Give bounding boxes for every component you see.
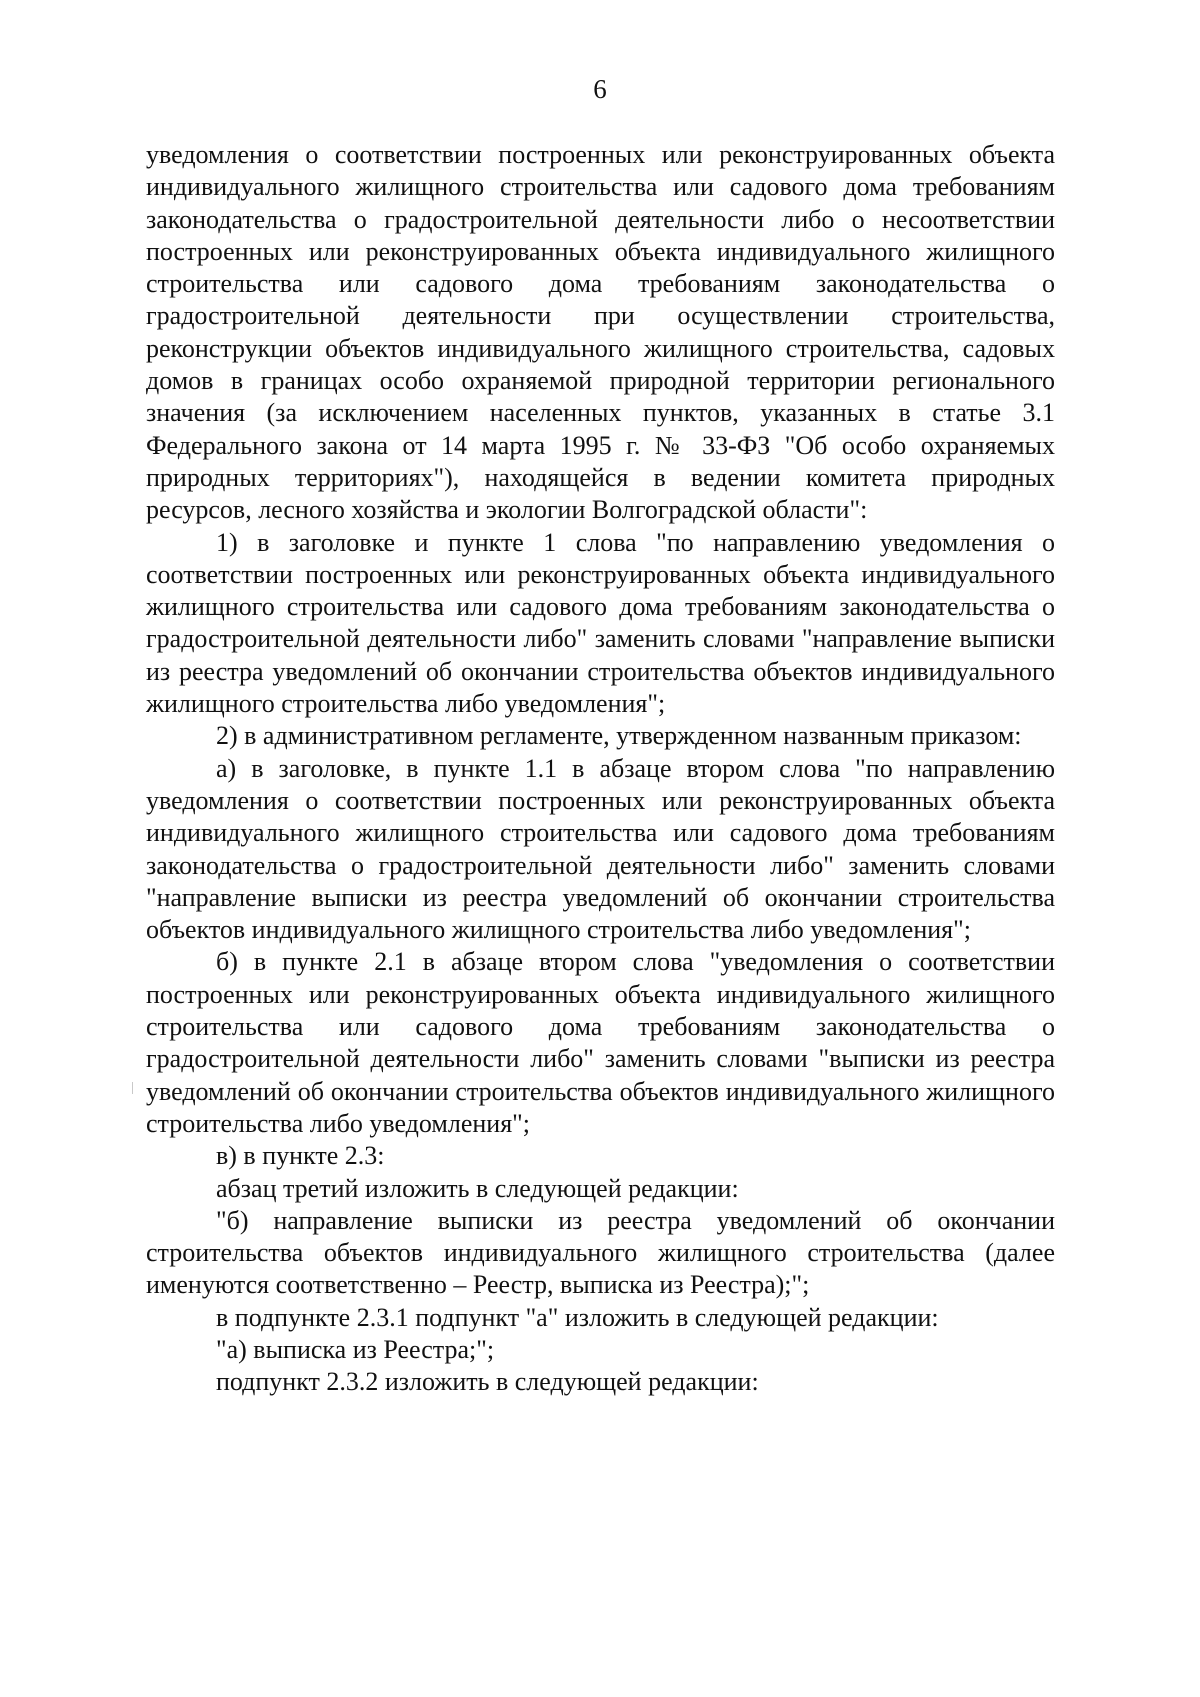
paragraph-abzats-third: абзац третий изложить в следующей редакции: <box>216 1173 739 1203</box>
paragraph-quoted-b: "б) направление выписки из реестра уведомлений об окончании строительства объектов индивидуального жилищного строительства (далее именуются соответственно – Реестр, выписка из Реестра);"; <box>146 1205 1055 1300</box>
paragraph-item-2b: б) в пункте 2.1 в абзаце втором слова "уведомления о соответствии построенных или реконструированных объекта индивидуального жилищного строительства или садового дома требованиям законодательства о градостроительной деятельности либо" заменить словами "выписки из реестра уведомлений об окончании строительства объектов индивидуального жилищного строительства либо уведомления"; <box>146 947 1055 1138</box>
paragraph-item-2v: в) в пункте 2.3: <box>216 1141 385 1171</box>
paragraph-quoted-a: "а) выписка из Реестра;"; <box>216 1334 495 1364</box>
paragraph-item-2a: а) в заголовке, в пункте 1.1 в абзаце втором слова "по направлению уведомления о соответствии построенных или реконструированных объекта индивидуального жилищного строительства или садового дома требованиям законодательства о градостроительной деятельности либо" заменить словами "направление выписки из реестра уведомлений об окончании строительства объектов индивидуального жилищного строительства либо уведомления"; <box>146 753 1055 945</box>
paragraph-item-1: 1) в заголовке и пункте 1 слова "по направлению уведомления о соответствии построенных или реконструированных объекта индивидуального жилищного строительства или садового дома требованиям законодательства о градостроительной деятельности либо" заменить словами "направление выписки из реестра уведомлений об окончании строительства объектов индивидуального жилищного строительства либо уведомления"; <box>146 527 1055 719</box>
document-body <box>146 139 1055 1399</box>
scan-margin-mark <box>132 1082 133 1094</box>
paragraph-subitem-2-3-1: в подпункте 2.3.1 подпункт "а" изложить в следующей редакции: <box>216 1302 939 1332</box>
paragraph-continuation: уведомления о соответствии построенных или реконструированных объекта индивидуального жилищного строительства или садового дома требованиям законодательства о градостроительной деятельности либо о несоответствии построенных или реконструированных объекта индивидуального жилищного строительства или садового дома требованиям законодательства о градостроительной деятельности при осуществлении строительства, реконструкции объектов индивидуального жилищного строительства, садовых домов в границах особо охраняемой природной территории регионального значения (за исключением населенных пунктов, указанных в статье 3.1 Федерального закона от 14 марта 1995 г. № 33-ФЗ "Об особо охраняемых природных территориях"), находящейся в ведении комитета природных ресурсов, лесного хозяйства и экологии Волгоградской области": <box>146 140 1055 525</box>
paragraph-subitem-2-3-2: подпункт 2.3.2 изложить в следующей редакции: <box>216 1367 759 1397</box>
paragraph-item-2: 2) в административном регламенте, утвержденном названным приказом: <box>216 721 1022 751</box>
page-number: 6 <box>593 74 607 104</box>
